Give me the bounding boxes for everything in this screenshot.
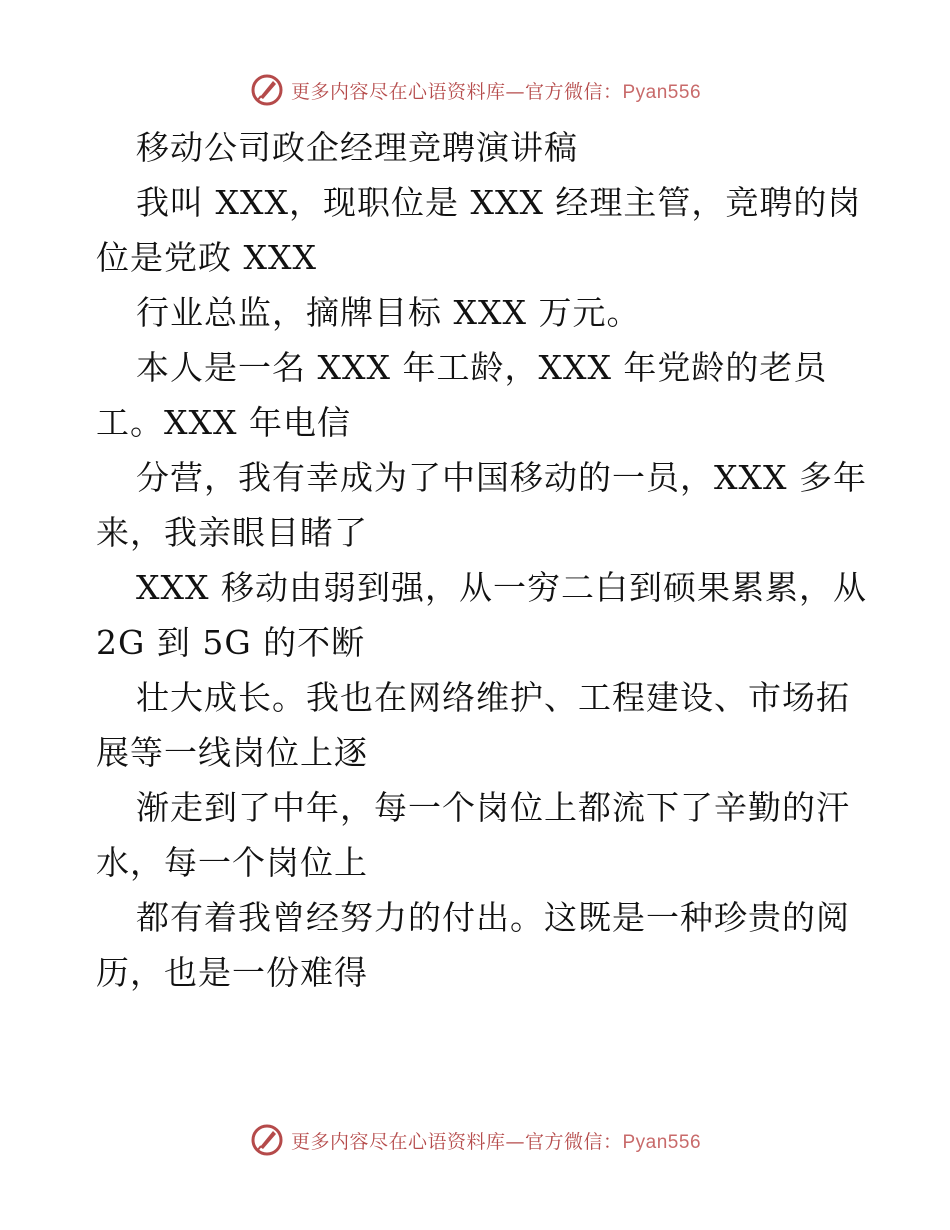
paragraph-line: 我叫 XXX，现职位是 XXX 经理主管，竞聘的岗 xyxy=(136,183,862,222)
banner-wx-label: 官方微信： xyxy=(524,1130,623,1153)
banner-main-text: 更多内容尽在心语资料库— xyxy=(290,80,525,103)
banner-text xyxy=(291,77,701,104)
paragraph-line: 水，每一个岗位上 xyxy=(96,843,368,882)
paragraph-line: 本人是一名 XXX 年工龄，XXX 年党龄的老员 xyxy=(136,348,828,387)
paragraph-line: 都有着我曾经努力的付出。这既是一种珍贵的阅 xyxy=(136,898,850,937)
quill-pen-logo-icon xyxy=(249,72,285,108)
paragraph-line: 2G 到 5G 的不断 xyxy=(96,623,366,662)
paragraph-line: 位是党政 XXX xyxy=(96,238,317,277)
paragraph-line: 壮大成长。我也在网络维护、工程建设、市场拓 xyxy=(136,678,850,717)
header-watermark-banner xyxy=(0,68,950,112)
footer-watermark-banner xyxy=(0,1118,950,1162)
paragraph-line: 历，也是一份难得 xyxy=(96,953,368,992)
paragraph-line: 展等一线岗位上逐 xyxy=(96,733,368,772)
paragraph-line: XXX 移动由弱到强，从一穷二白到硕果累累，从 xyxy=(136,568,867,607)
document-body xyxy=(96,120,867,1000)
banner-text xyxy=(291,1127,701,1154)
paragraph-line: 来，我亲眼目睹了 xyxy=(96,513,368,552)
paragraph-line: 分营，我有幸成为了中国移动的一员，XXX 多年 xyxy=(136,458,867,497)
quill-pen-logo-icon xyxy=(249,1122,285,1158)
paragraph-line: 工。XXX 年电信 xyxy=(96,403,351,442)
banner-wx-label: 官方微信： xyxy=(524,80,623,103)
document-title: 移动公司政企经理竞聘演讲稿 xyxy=(136,128,578,167)
paragraph-line: 行业总监，摘牌目标 XXX 万元。 xyxy=(136,293,641,332)
banner-wx-id: Pyan556 xyxy=(622,81,702,103)
banner-main-text: 更多内容尽在心语资料库— xyxy=(290,1130,525,1153)
banner-wx-id: Pyan556 xyxy=(622,1131,702,1153)
paragraph-line: 渐走到了中年，每一个岗位上都流下了辛勤的汗 xyxy=(136,788,850,827)
